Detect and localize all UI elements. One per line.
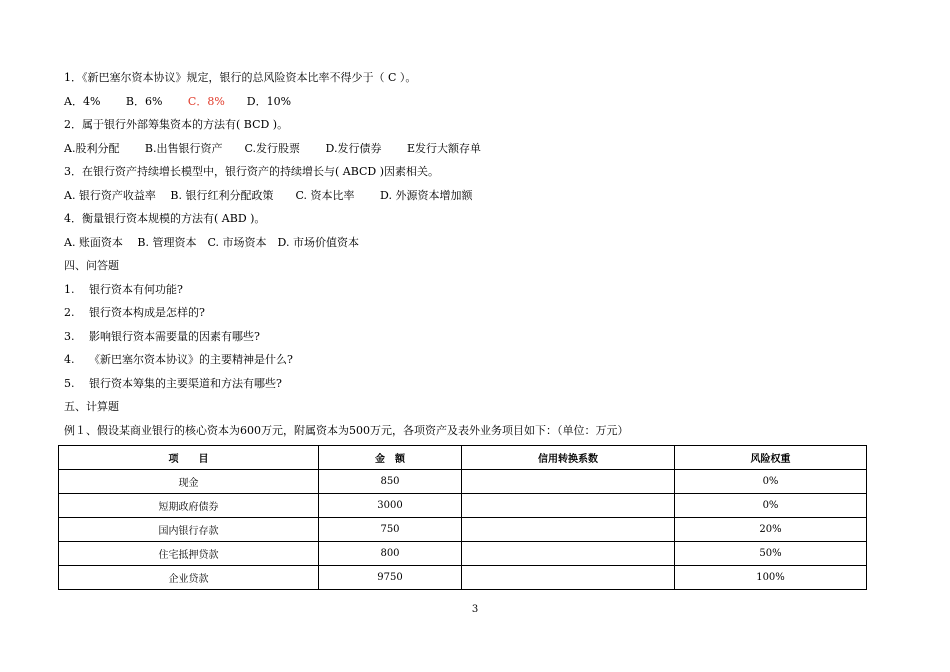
text-line — [64, 399, 119, 415]
cell-amount: 850 — [319, 470, 462, 494]
table-row — [59, 518, 867, 542]
text-line — [64, 211, 265, 227]
cell-item: 企业贷款 — [59, 566, 319, 590]
cell-risk-weight: 0% — [675, 494, 867, 518]
cell-conversion-factor — [462, 542, 675, 566]
text-segment: 1．《新巴塞尔资本协议》规定，银行的总风险资本比率不得少于（ C ）。 — [64, 71, 417, 84]
text-line — [64, 141, 481, 157]
cell-amount: 750 — [319, 518, 462, 542]
cell-amount: 800 — [319, 542, 462, 566]
header-amount: 金 额 — [319, 446, 462, 470]
cell-conversion-factor — [462, 518, 675, 542]
text-line — [64, 235, 359, 251]
table-header-row — [59, 446, 867, 470]
cell-item: 现金 — [59, 470, 319, 494]
cell-amount: 9750 — [319, 566, 462, 590]
cell-item: 短期政府债券 — [59, 494, 319, 518]
text-segment: 2. 银行资本构成是怎样的? — [64, 306, 205, 319]
cell-conversion-factor — [462, 494, 675, 518]
text-line — [64, 70, 416, 86]
cell-conversion-factor — [462, 566, 675, 590]
asset-table — [58, 445, 867, 590]
text-segment: 2．属于银行外部筹集资本的方法有( BCD )。 — [64, 118, 289, 131]
text-line — [64, 376, 282, 392]
cell-risk-weight: 100% — [675, 566, 867, 590]
table-row — [59, 494, 867, 518]
table-row — [59, 542, 867, 566]
text-segment: D．10% — [224, 95, 292, 108]
text-segment: 1. 银行资本有何功能? — [64, 283, 183, 296]
text-segment: 4．衡量银行资本规模的方法有( ABD )。 — [64, 212, 266, 225]
text-segment: A．4% B．6% — [64, 95, 188, 108]
text-segment: 五、计算题 — [64, 400, 119, 413]
text-segment: A.股利分配 B.出售银行资产 C.发行股票 D.发行债券 E发行大额存单 — [64, 142, 481, 155]
text-line — [64, 305, 205, 321]
text-segment: A. 账面资本 B. 管理资本 C. 市场资本 D. 市场价值资本 — [64, 236, 359, 249]
text-segment: 例１、假设某商业银行的核心资本为600万元，附属资本为500万元，各项资产及表外业务项目如下：（单位：万元） — [64, 424, 629, 437]
header-item: 项 目 — [59, 446, 319, 470]
text-line — [64, 164, 439, 180]
text-line — [64, 423, 629, 439]
text-line — [64, 117, 288, 133]
text-line — [64, 94, 291, 110]
cell-conversion-factor — [462, 470, 675, 494]
table-row — [59, 566, 867, 590]
answer-highlight: C．8% — [187, 95, 225, 108]
cell-risk-weight: 0% — [675, 470, 867, 494]
cell-risk-weight: 20% — [675, 518, 867, 542]
text-segment: 3．在银行资产持续增长模型中，银行资产的持续增长与( ABCD )因素相关。 — [64, 165, 440, 178]
text-line — [64, 258, 119, 274]
text-segment: 5. 银行资本筹集的主要渠道和方法有哪些? — [64, 377, 282, 390]
cell-item: 国内银行存款 — [59, 518, 319, 542]
text-segment: 四、问答题 — [64, 259, 119, 272]
text-line — [64, 329, 260, 345]
text-line — [64, 282, 183, 298]
text-segment: 4. 《新巴塞尔资本协议》的主要精神是什么? — [64, 353, 293, 366]
cell-amount: 3000 — [319, 494, 462, 518]
page-number: 3 — [471, 604, 479, 615]
text-line — [64, 188, 472, 204]
cell-risk-weight: 50% — [675, 542, 867, 566]
header-conversion-factor: 信用转换系数 — [462, 446, 675, 470]
cell-item: 住宅抵押贷款 — [59, 542, 319, 566]
table-row — [59, 470, 867, 494]
text-segment: 3. 影响银行资本需要量的因素有哪些? — [64, 330, 260, 343]
text-segment: A. 银行资产收益率 B. 银行红利分配政策 C. 资本比率 D. 外源资本增加额 — [64, 189, 473, 202]
header-risk-weight: 风险权重 — [675, 446, 867, 470]
text-line — [64, 352, 293, 368]
